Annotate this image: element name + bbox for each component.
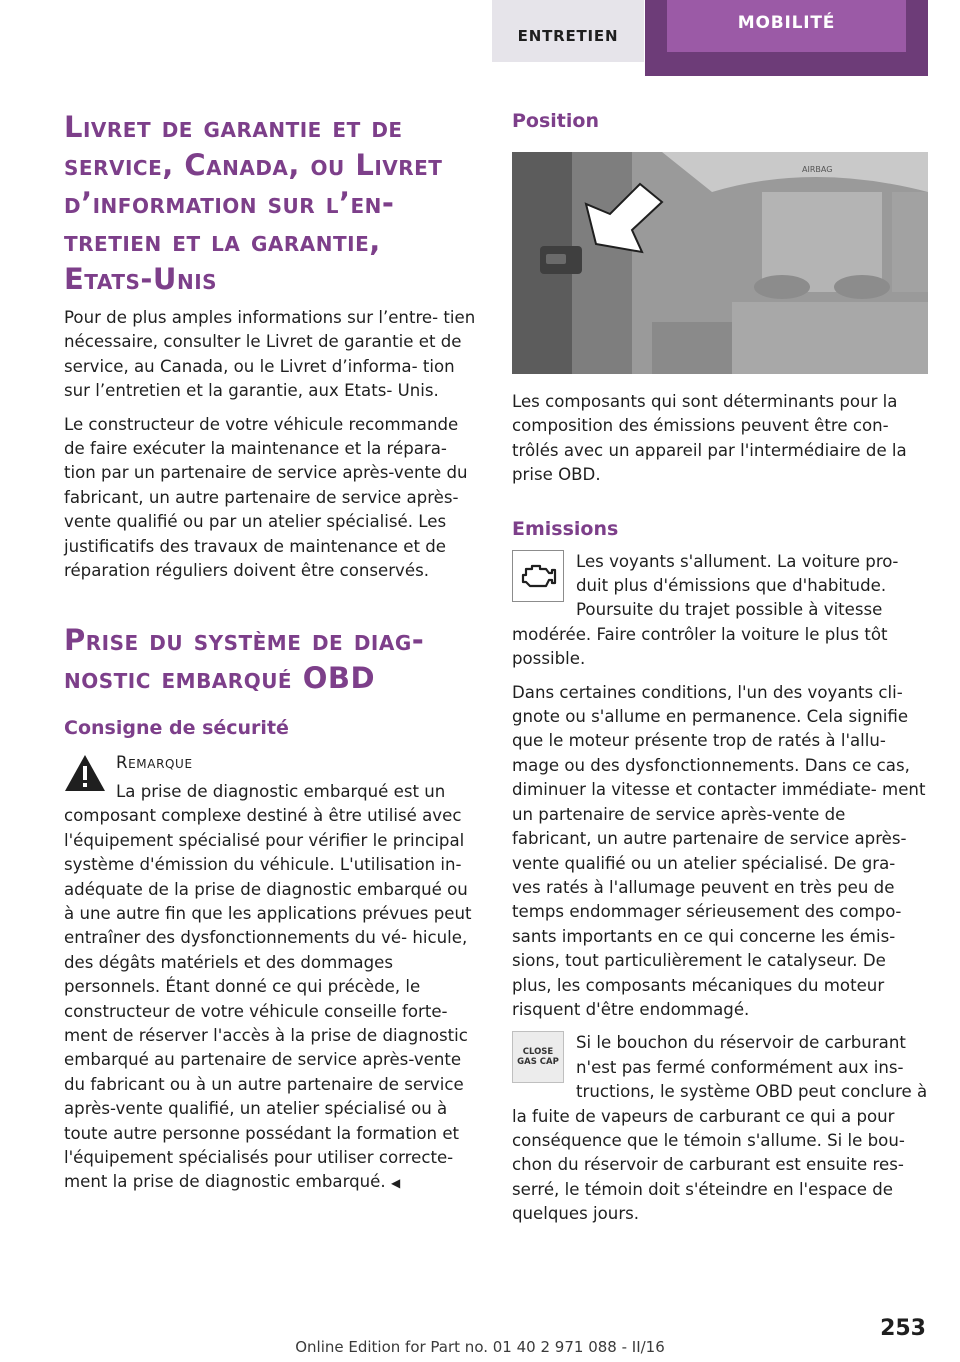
emissions-paragraph-2: Dans certaines conditions, l'un des voyants cli‐ gnote ou s'allume en permanence. Cela signifie que le moteur présente trop de ratés à l'allu‐ mage ou des dysfonctionnements. Dans ce cas, diminuer la vitesse et contacter immédiate‐ ment un partenaire de service après-vente de fabricant, un autre partenaire de service après- vente qualifié ou un atelier spécialisé. De gra‐ ves ratés à l'allumage peuvent en très peu de temps endommager sérieusement des compo‐ sants importants en ce qui concerne les émis‐ sions, tout particulièrement le catalyseur. De plus, les composants mécaniques du moteur risquent d'être endommagé. [512, 682, 926, 1019]
right-column [512, 108, 928, 1227]
tab-mobilite[interactable]: MOBILITÉ [667, 0, 906, 52]
tab-entretien[interactable]: ENTRETIEN [492, 0, 644, 62]
safety-note [64, 751, 480, 1195]
emissions-paragraph-3: Si le bouchon du réservoir de carburant n'est pas fermé conformément aux ins‐ tructions, le système OBD peut conclure à la fuite de vapeurs de carburant ce qui a pour conséquence que le témoin s'allume. Si le bou‐ chon du réservoir de carburant est ensuite res‐ serré, le témoin doit s'éteindre en l'espace de quelques jours. [512, 1033, 928, 1224]
tab-mobilite-frame[interactable] [645, 0, 928, 76]
section-title-obd: Prise du système de diag‐ nostic embarqué OBD [64, 623, 425, 696]
paragraph-garantie-2: Le constructeur de votre véhicule recommande de faire exécuter la maintenance et la répara‐ tion par un partenaire de service après-vente du fabricant, un autre partenaire de service après-vente qualifié ou par un atelier spécialisé. Les justificatifs des travaux de maintenance et de réparation réguliers doivent être conservés. [64, 414, 468, 581]
warning-icon [64, 753, 106, 793]
emissions-heading: Emissions [512, 517, 619, 540]
engine-check-icon [518, 561, 558, 591]
emissions-paragraph-1: Les voyants s'allument. La voiture pro‐ duit plus d'émissions que d'habitude. Poursuite du trajet possible à vitesse modérée. Faire contrôler la voiture le plus tôt possible. [512, 551, 899, 669]
note-text-content: La prise de diagnostic embarqué est un composant complexe destiné à être utilisé avec l'équipement spécialisé pour vérifier le principal système d'émission du véhicule. L'utilisation in‐ adéquate de la prise de diagnostic embarqué ou à une autre fin que les applications prévues peut entraîner des dysfonctionnements du vé‐ hicule, des dégâts matériels et des dommages personnels. Étant donné ce qui précède, le constructeur de votre véhicule conseille forte‐ ment de réserver l'accès à la prise de diagnostic embarqué au partenaire de service après-vente du fabricant ou à un autre partenaire de service après-vente qualifié, un atelier spécialisé ou à toute autre personne possédant la formation et l'équipement spécialisés pour utiliser correcte‐ ment la prise de diagnostic embarqué. [64, 781, 472, 1192]
obd-location-photo [512, 152, 928, 374]
engine-warning-box [512, 550, 564, 602]
page-footer [0, 1312, 960, 1362]
safety-heading: Consigne de sécurité [64, 717, 289, 740]
gas-cap-warning-box [512, 1031, 564, 1083]
position-text: Les composants qui sont déterminants pour la composition des émissions peuvent être con‐ trôlés avec un appareil par l'intermédiaire de la prise OBD. [512, 392, 907, 485]
section-title-garantie: Livret de garantie et de service, Canada, ou Livret d’information sur l’en‐ tretien et la garantie, Etats-Unis [64, 110, 443, 296]
end-mark-icon: ◀ [390, 1176, 401, 1191]
gas-cap-line-1: CLOSE [522, 1047, 554, 1058]
header-tab-bar [0, 0, 960, 76]
page-number: 253 [880, 1316, 926, 1341]
position-heading: Position [512, 110, 599, 132]
edition-note: Online Edition for Part no. 01 40 2 971 088 - II/16 [295, 1338, 665, 1356]
gas-cap-icon [512, 1031, 564, 1083]
paragraph-garantie-1: Pour de plus amples informations sur l’entre‐ tien nécessaire, consulter le Livret de garantie et de service, au Canada, ou le Livret d’informa‐ tion sur l’entretien et la garantie, aux Etats- Unis. [64, 308, 476, 401]
left-column [64, 108, 480, 1196]
note-text [64, 780, 480, 1196]
note-title: Remarque [116, 753, 193, 773]
gas-cap-line-2: GAS CAP [517, 1057, 559, 1068]
airbag-label: AIRBAG [802, 165, 833, 174]
